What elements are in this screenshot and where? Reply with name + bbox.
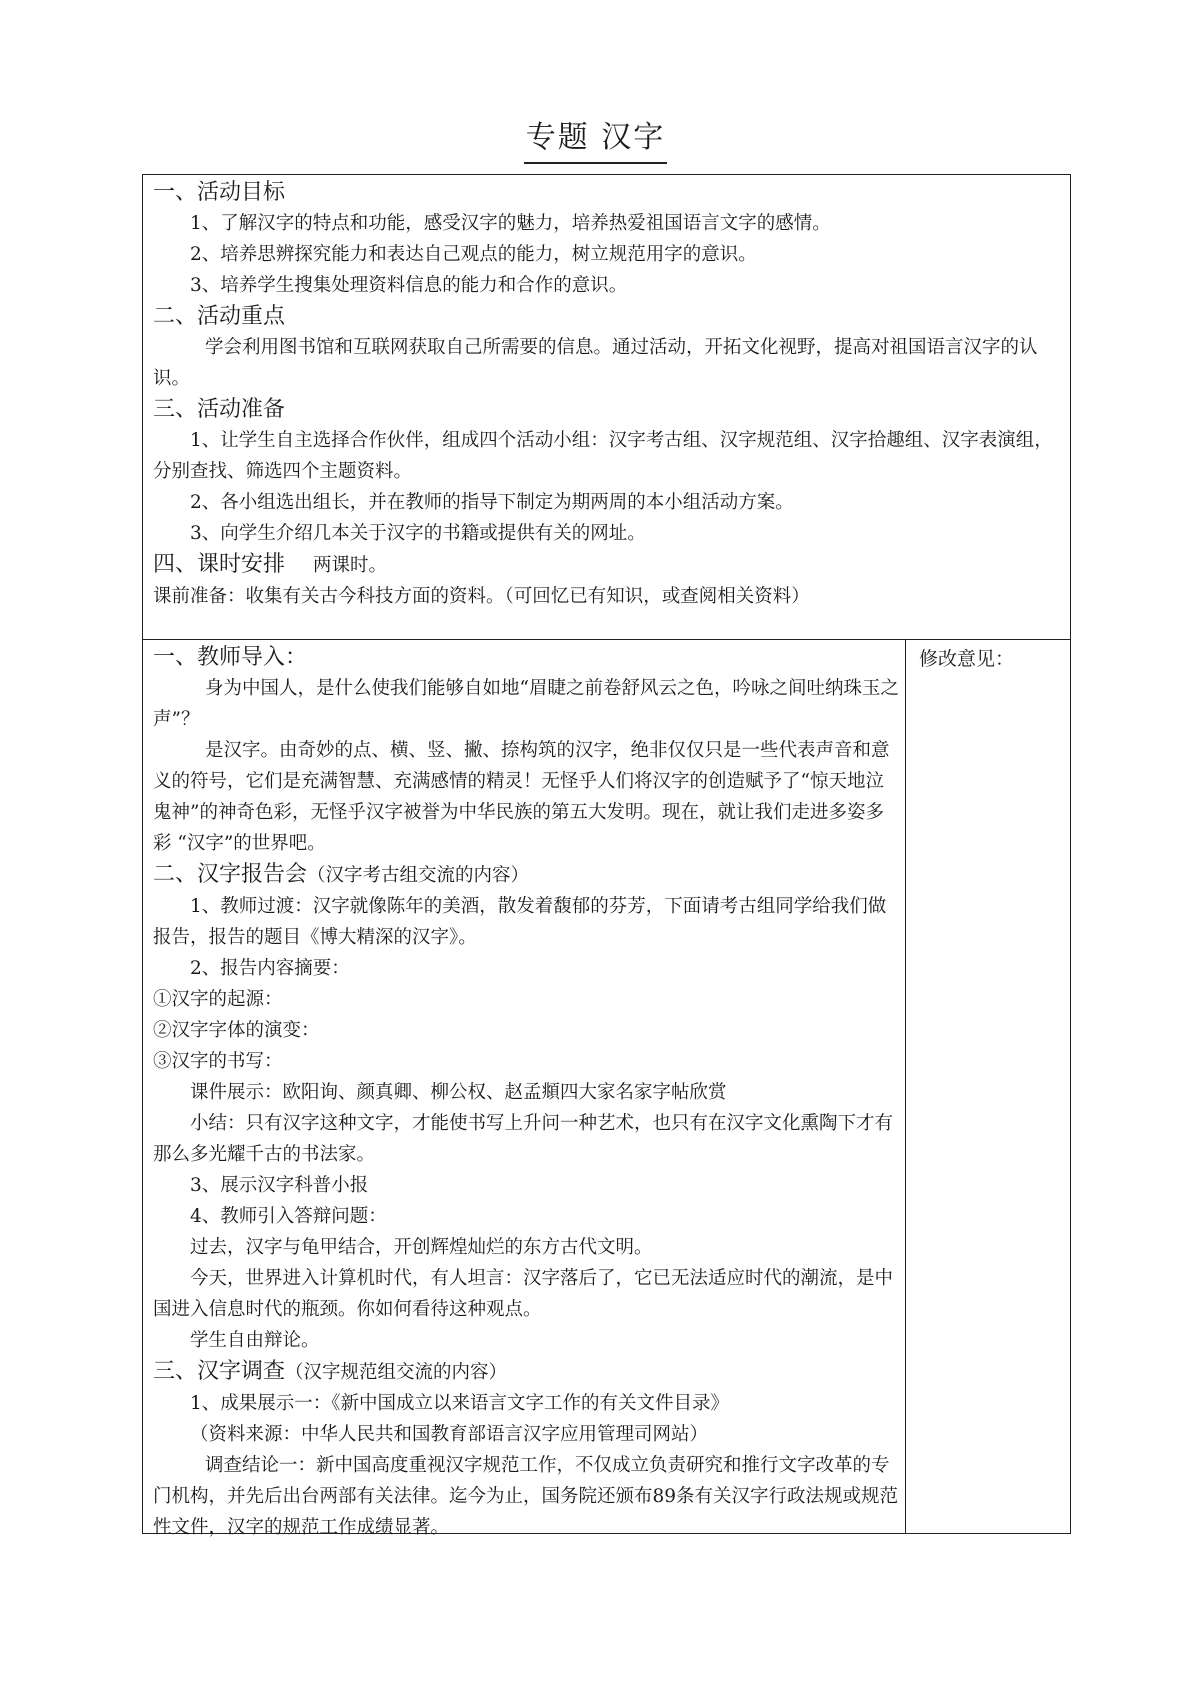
column-divider	[905, 640, 906, 1533]
schedule-line	[153, 549, 1060, 581]
revision-remarks-label: 修改意见：	[919, 648, 1015, 670]
pre-class-prep: 课前准备：收集有关古今科技方面的资料。（可回忆已有知识，或查阅相关资料）	[153, 586, 810, 607]
report-paragraph: 1、教师过渡：汉字就像陈年的美酒，散发着馥郁的芬芳，下面请考古组同学给我们做报告，报告的题目《博大精深的汉字》。	[153, 896, 887, 948]
survey-heading: 三、汉字调查	[153, 1359, 286, 1384]
survey-conclusion: 调查结论一：新中国高度重视汉字规范工作，不仅成立负责研究和推行文字改革的专门机构，并先后出台两部有关法律。迄今为止，国务院还颁布89条有关汉字行政法规或规范性文件，汉字的规范工作成绩显著。	[153, 1455, 899, 1538]
intro-paragraph: 身为中国人，是什么使我们能够自如地“眉睫之前卷舒风云之色，吟咏之间吐纳珠玉之声”？	[153, 678, 899, 730]
focus-heading: 二、活动重点	[153, 304, 286, 329]
document-title-wrap	[0, 112, 1191, 164]
courseware-line: 课件展示：欧阳询、颜真卿、柳公权、赵孟頫四大家名家字帖欣赏	[190, 1082, 727, 1103]
plan-overview-box	[142, 174, 1071, 640]
plan-overview-content	[153, 177, 1060, 612]
report-heading-line	[153, 859, 899, 891]
focus-text: 学会利用图书馆和互联网获取自己所需要的信息。通过活动，开拓文化视野，提高对祖国语言汉字的认识。	[153, 337, 1038, 389]
report-paragraph: 3、展示汉字科普小报	[190, 1175, 369, 1196]
report-list-item: ①汉字的起源：	[153, 989, 283, 1010]
report-paragraph: 4、教师引入答辩问题：	[190, 1206, 387, 1227]
prep-heading: 三、活动准备	[153, 397, 286, 422]
survey-note: （汉字规范组交流的内容）	[285, 1362, 508, 1383]
debate-line: 学生自由辩论。	[190, 1330, 320, 1351]
schedule-value: 两课时。	[313, 555, 388, 576]
survey-source: （资料来源：中华人民共和国教育部语言汉字应用管理司网站）	[190, 1424, 709, 1445]
intro-heading: 一、教师导入：	[153, 645, 308, 670]
prep-item: 1、让学生自主选择合作伙伴，组成四个活动小组：汉字考古组、汉字规范组、汉字拾趣组、汉字表演组，分别查找、筛选四个主题资料。	[153, 430, 1053, 482]
goal-item: 2、培养思辨探究能力和表达自己观点的能力，树立规范用字的意识。	[190, 244, 757, 265]
survey-heading-line	[153, 1356, 899, 1388]
report-list-item: ②汉字字体的演变：	[153, 1020, 320, 1041]
goals-heading: 一、活动目标	[153, 180, 286, 205]
report-paragraph: 2、报告内容摘要：	[190, 958, 350, 979]
summary-paragraph: 小结：只有汉字这种文字，才能使书写上升问一种艺术，也只有在汉字文化熏陶下才有那么多光耀千古的书法家。	[153, 1113, 894, 1165]
debate-past: 过去，汉字与龟甲结合，开创辉煌灿烂的东方古代文明。	[190, 1237, 653, 1258]
goal-item: 3、培养学生搜集处理资料信息的能力和合作的意识。	[190, 275, 628, 296]
report-heading: 二、汉字报告会	[153, 862, 308, 887]
report-list-item: ③汉字的书写：	[153, 1051, 283, 1072]
prep-item: 3、向学生介绍几本关于汉字的书籍或提供有关的网址。	[190, 523, 646, 544]
prep-item: 2、各小组选出组长，并在教师的指导下制定为期两周的本小组活动方案。	[190, 492, 794, 513]
survey-paragraph: 1、成果展示一：《新中国成立以来语言文字工作的有关文件目录》	[190, 1393, 730, 1414]
document-title: 专题 汉字	[524, 112, 668, 164]
report-note: （汉字考古组交流的内容）	[307, 865, 530, 886]
lesson-process-content	[153, 642, 899, 1543]
debate-today: 今天，世界进入计算机时代，有人坦言：汉字落后了，它已无法适应时代的潮流，是中国进入信息时代的瓶颈。你如何看待这种观点。	[153, 1268, 894, 1320]
goal-item: 1、了解汉字的特点和功能，感受汉字的魅力，培养热爱祖国语言文字的感情。	[190, 213, 831, 234]
intro-paragraph: 是汉字。由奇妙的点、横、竖、撇、捺构筑的汉字，绝非仅仅只是一些代表声音和意义的符号，它们是充满智慧、充满感情的精灵！无怪乎人们将汉字的创造赋予了“惊天地泣鬼神”的神奇色彩，无怪乎汉字被誉为中华民族的第五大发明。现在，就让我们走进多姿多彩 “汉字”的世界吧。	[153, 740, 890, 854]
lesson-process-box	[142, 639, 1071, 1538]
schedule-heading: 四、课时安排	[153, 552, 286, 577]
